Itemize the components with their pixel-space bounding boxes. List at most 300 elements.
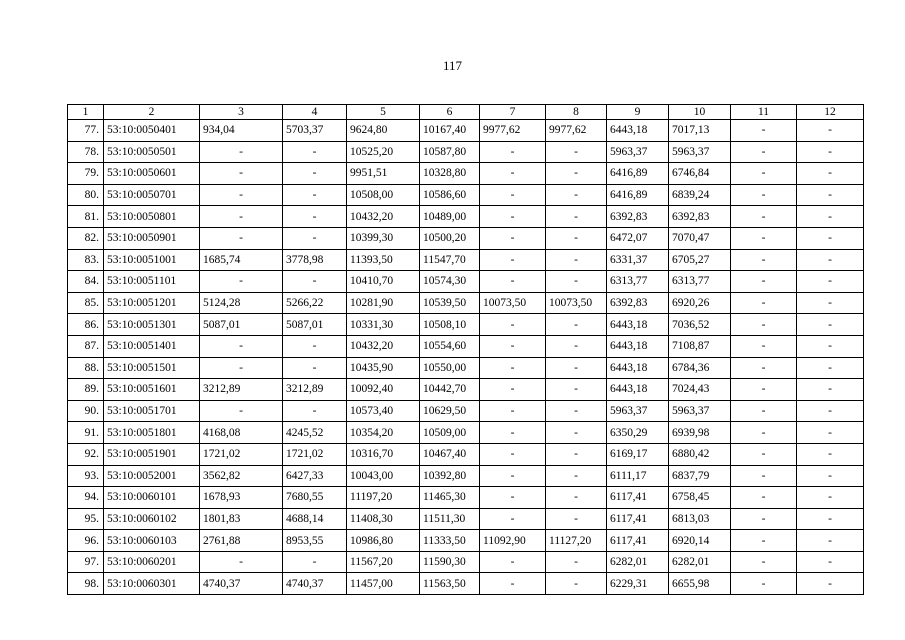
table-cell: 10399,30 <box>347 227 420 249</box>
table-cell: - <box>546 206 607 228</box>
table-cell: - <box>797 249 864 271</box>
table-cell: - <box>546 487 607 509</box>
table-cell: 6392,83 <box>607 292 669 314</box>
table-row <box>68 314 864 336</box>
table-cell: 10986,80 <box>347 530 420 552</box>
table-cell: - <box>731 314 797 336</box>
table-cell: - <box>797 487 864 509</box>
table-cell: 7017,13 <box>669 120 731 142</box>
table-cell: 9977,62 <box>480 120 546 142</box>
table-cell: 934,04 <box>200 120 283 142</box>
table-cell: 93. <box>68 465 104 487</box>
table-cell: 53:10:0060201 <box>104 551 200 573</box>
table-cell: 6282,01 <box>669 551 731 573</box>
table-cell: - <box>797 530 864 552</box>
table-row <box>68 508 864 530</box>
table-cell: 10554,60 <box>420 335 480 357</box>
table-cell: 10281,90 <box>347 292 420 314</box>
table-cell: - <box>283 227 347 249</box>
table-cell: 98. <box>68 573 104 595</box>
table-cell: - <box>546 227 607 249</box>
table-cell: 5963,37 <box>669 400 731 422</box>
table-cell: - <box>480 443 546 465</box>
table-cell: 9624,80 <box>347 120 420 142</box>
table-cell: 10574,30 <box>420 271 480 293</box>
table-cell: - <box>480 400 546 422</box>
table-cell: - <box>546 443 607 465</box>
table-cell: - <box>283 357 347 379</box>
table-cell: 11092,90 <box>480 530 546 552</box>
table-cell: 11408,30 <box>347 508 420 530</box>
table-cell: - <box>797 120 864 142</box>
table-cell: 10432,20 <box>347 335 420 357</box>
table-cell: - <box>200 335 283 357</box>
table-cell: 2761,88 <box>200 530 283 552</box>
table-cell: 97. <box>68 551 104 573</box>
table-cell: 11547,70 <box>420 249 480 271</box>
table-cell: 5963,37 <box>669 141 731 163</box>
table-cell: 53:10:0051601 <box>104 379 200 401</box>
table-cell: 6443,18 <box>607 379 669 401</box>
table-cell: 1678,93 <box>200 487 283 509</box>
table-cell: - <box>731 443 797 465</box>
table-row <box>68 206 864 228</box>
table-cell: 1685,74 <box>200 249 283 271</box>
table-cell: 4740,37 <box>200 573 283 595</box>
table-cell: 53:10:0060102 <box>104 508 200 530</box>
table-cell: 6655,98 <box>669 573 731 595</box>
table-cell: 8953,55 <box>283 530 347 552</box>
table-cell: 6313,77 <box>607 271 669 293</box>
table-cell: 10550,00 <box>420 357 480 379</box>
table-cell: - <box>731 206 797 228</box>
column-header: 10 <box>669 105 731 120</box>
table-cell: 10043,00 <box>347 465 420 487</box>
table-cell: 10573,40 <box>347 400 420 422</box>
table-cell: 11590,30 <box>420 551 480 573</box>
table-cell: - <box>731 141 797 163</box>
column-header: 4 <box>283 105 347 120</box>
data-table <box>67 104 864 595</box>
table-cell: 6313,77 <box>669 271 731 293</box>
table-cell: 5087,01 <box>283 314 347 336</box>
table-cell: 11197,20 <box>347 487 420 509</box>
table-cell: - <box>480 335 546 357</box>
table-cell: 6117,41 <box>607 530 669 552</box>
table-cell: 53:10:0050401 <box>104 120 200 142</box>
table-cell: 10316,70 <box>347 443 420 465</box>
table-cell: - <box>480 379 546 401</box>
column-header: 8 <box>546 105 607 120</box>
table-cell: 5963,37 <box>607 400 669 422</box>
table-cell: - <box>546 508 607 530</box>
table-cell: - <box>200 227 283 249</box>
table-cell: 6427,33 <box>283 465 347 487</box>
table-row <box>68 551 864 573</box>
table-cell: 6880,42 <box>669 443 731 465</box>
table-row <box>68 163 864 185</box>
table-cell: - <box>546 357 607 379</box>
table-cell: 11567,20 <box>347 551 420 573</box>
table-cell: 96. <box>68 530 104 552</box>
table-cell: - <box>480 141 546 163</box>
table-cell: 1721,02 <box>283 443 347 465</box>
table-cell: 5963,37 <box>607 141 669 163</box>
column-header: 7 <box>480 105 546 120</box>
table-row <box>68 141 864 163</box>
table-cell: - <box>797 314 864 336</box>
table-cell: 11511,30 <box>420 508 480 530</box>
table-cell: - <box>546 422 607 444</box>
table-cell: - <box>731 551 797 573</box>
table-cell: 6920,14 <box>669 530 731 552</box>
table-row <box>68 271 864 293</box>
table-cell: 10587,80 <box>420 141 480 163</box>
column-header: 6 <box>420 105 480 120</box>
table-cell: - <box>546 314 607 336</box>
table-cell: 80. <box>68 184 104 206</box>
table-cell: 6746,84 <box>669 163 731 185</box>
table-cell: - <box>480 551 546 573</box>
table-cell: 79. <box>68 163 104 185</box>
table-cell: - <box>480 573 546 595</box>
table-cell: 10073,50 <box>546 292 607 314</box>
table-cell: - <box>283 141 347 163</box>
table-cell: 10525,20 <box>347 141 420 163</box>
table-cell: - <box>797 508 864 530</box>
table-cell: - <box>546 249 607 271</box>
table-cell: 53:10:0051001 <box>104 249 200 271</box>
table-cell: 6331,37 <box>607 249 669 271</box>
table-cell: 10508,10 <box>420 314 480 336</box>
table-cell: 6705,27 <box>669 249 731 271</box>
table-cell: 53:10:0060103 <box>104 530 200 552</box>
table-cell: - <box>546 335 607 357</box>
table-cell: - <box>480 163 546 185</box>
table-row <box>68 400 864 422</box>
table-cell: 53:10:0052001 <box>104 465 200 487</box>
table-cell: 53:10:0050901 <box>104 227 200 249</box>
column-header: 5 <box>347 105 420 120</box>
column-header: 9 <box>607 105 669 120</box>
table-cell: - <box>731 487 797 509</box>
table-cell: - <box>797 400 864 422</box>
table-cell: - <box>797 163 864 185</box>
table-row <box>68 227 864 249</box>
table-cell: 6392,83 <box>669 206 731 228</box>
table-cell: - <box>797 443 864 465</box>
table-cell: 10467,40 <box>420 443 480 465</box>
table-cell: - <box>546 551 607 573</box>
table-row <box>68 357 864 379</box>
table-cell: 53:10:0050601 <box>104 163 200 185</box>
table-cell: 53:10:0051201 <box>104 292 200 314</box>
column-header: 11 <box>731 105 797 120</box>
table-cell: - <box>480 184 546 206</box>
table-cell: - <box>731 422 797 444</box>
table-cell: 6350,29 <box>607 422 669 444</box>
table-cell: 53:10:0060101 <box>104 487 200 509</box>
table-cell: 6392,83 <box>607 206 669 228</box>
table-cell: - <box>731 379 797 401</box>
table-cell: 89. <box>68 379 104 401</box>
table-row <box>68 379 864 401</box>
table-cell: 53:10:0050501 <box>104 141 200 163</box>
table-cell: - <box>731 120 797 142</box>
table-cell: - <box>546 163 607 185</box>
table-cell: 6839,24 <box>669 184 731 206</box>
table-cell: - <box>480 314 546 336</box>
table-cell: - <box>731 163 797 185</box>
table-cell: - <box>731 184 797 206</box>
table-cell: 53:10:0051801 <box>104 422 200 444</box>
table-cell: 95. <box>68 508 104 530</box>
table-cell: 7108,87 <box>669 335 731 357</box>
table-row <box>68 249 864 271</box>
table-cell: 6939,98 <box>669 422 731 444</box>
table-cell: 6472,07 <box>607 227 669 249</box>
table-cell: 10442,70 <box>420 379 480 401</box>
table-cell: 10509,00 <box>420 422 480 444</box>
table-cell: - <box>797 271 864 293</box>
table-cell: 53:10:0050801 <box>104 206 200 228</box>
table-cell: - <box>797 206 864 228</box>
table-cell: 82. <box>68 227 104 249</box>
table-cell: 3212,89 <box>283 379 347 401</box>
table-cell: - <box>200 141 283 163</box>
table-cell: 92. <box>68 443 104 465</box>
table-cell: - <box>546 184 607 206</box>
table-cell: - <box>200 551 283 573</box>
table-cell: - <box>797 422 864 444</box>
table-cell: 5266,22 <box>283 292 347 314</box>
table-cell: 11457,00 <box>347 573 420 595</box>
table-cell: 10435,90 <box>347 357 420 379</box>
table-cell: - <box>200 206 283 228</box>
table-cell: - <box>480 357 546 379</box>
table-cell: - <box>546 379 607 401</box>
table-cell: 9951,51 <box>347 163 420 185</box>
table-cell: 3212,89 <box>200 379 283 401</box>
table-cell: 5087,01 <box>200 314 283 336</box>
table-cell: 10629,50 <box>420 400 480 422</box>
table-cell: - <box>797 292 864 314</box>
table-cell: - <box>200 357 283 379</box>
table-cell: - <box>200 400 283 422</box>
table-cell: - <box>797 335 864 357</box>
table-cell: 10328,80 <box>420 163 480 185</box>
table-cell: 87. <box>68 335 104 357</box>
table-cell: - <box>731 465 797 487</box>
table-cell: 10167,40 <box>420 120 480 142</box>
table-body <box>68 120 864 595</box>
column-header: 1 <box>68 105 104 120</box>
table-cell: 6813,03 <box>669 508 731 530</box>
table-row <box>68 487 864 509</box>
table-cell: - <box>200 163 283 185</box>
table-cell: 86. <box>68 314 104 336</box>
page-number: 117 <box>442 58 463 73</box>
table-cell: 6282,01 <box>607 551 669 573</box>
table-row <box>68 335 864 357</box>
table-cell: 78. <box>68 141 104 163</box>
table-cell: 53:10:0051401 <box>104 335 200 357</box>
table-cell: 10489,00 <box>420 206 480 228</box>
table-cell: 5124,28 <box>200 292 283 314</box>
table-cell: - <box>731 292 797 314</box>
table-cell: 6443,18 <box>607 335 669 357</box>
table-cell: 10432,20 <box>347 206 420 228</box>
table-cell: - <box>797 551 864 573</box>
table-cell: - <box>480 508 546 530</box>
table-cell: - <box>731 249 797 271</box>
table-cell: 11563,50 <box>420 573 480 595</box>
table-cell: 1801,83 <box>200 508 283 530</box>
table-cell: 4168,08 <box>200 422 283 444</box>
table-cell: 11465,30 <box>420 487 480 509</box>
table-cell: 7680,55 <box>283 487 347 509</box>
table-cell: - <box>283 163 347 185</box>
table-cell: - <box>283 184 347 206</box>
table-cell: - <box>797 357 864 379</box>
table-cell: 4740,37 <box>283 573 347 595</box>
table-cell: 4688,14 <box>283 508 347 530</box>
table-cell: 91. <box>68 422 104 444</box>
table-cell: - <box>480 227 546 249</box>
table-row <box>68 530 864 552</box>
table-cell: - <box>797 465 864 487</box>
table-cell: 77. <box>68 120 104 142</box>
table-cell: 11393,50 <box>347 249 420 271</box>
table-cell: - <box>546 271 607 293</box>
table-cell: 6784,36 <box>669 357 731 379</box>
table-cell: 84. <box>68 271 104 293</box>
table-cell: - <box>546 573 607 595</box>
table-cell: - <box>731 357 797 379</box>
table-cell: 7070,47 <box>669 227 731 249</box>
table-cell: 53:10:0051701 <box>104 400 200 422</box>
column-header: 3 <box>200 105 283 120</box>
table-cell: 7036,52 <box>669 314 731 336</box>
table-cell: 53:10:0051301 <box>104 314 200 336</box>
table-cell: 6443,18 <box>607 314 669 336</box>
table-cell: - <box>283 206 347 228</box>
table-cell: 10508,00 <box>347 184 420 206</box>
table-cell: 6416,89 <box>607 163 669 185</box>
table-cell: 10500,20 <box>420 227 480 249</box>
table-cell: 94. <box>68 487 104 509</box>
table-row <box>68 120 864 142</box>
table-cell: 10073,50 <box>480 292 546 314</box>
table-cell: - <box>200 271 283 293</box>
table-cell: - <box>480 206 546 228</box>
table-cell: 53:10:0051901 <box>104 443 200 465</box>
table-cell: 6111,17 <box>607 465 669 487</box>
table-cell: 53:10:0050701 <box>104 184 200 206</box>
table-cell: - <box>480 422 546 444</box>
table-row <box>68 292 864 314</box>
table-cell: 6117,41 <box>607 508 669 530</box>
table-cell: - <box>731 400 797 422</box>
table-cell: - <box>731 530 797 552</box>
table-cell: - <box>731 508 797 530</box>
table-cell: - <box>283 271 347 293</box>
table-cell: - <box>546 465 607 487</box>
table-cell: 85. <box>68 292 104 314</box>
table-cell: - <box>731 335 797 357</box>
table-cell: 10354,20 <box>347 422 420 444</box>
table-cell: 10410,70 <box>347 271 420 293</box>
table-cell: 6837,79 <box>669 465 731 487</box>
table-cell: 10539,50 <box>420 292 480 314</box>
header-row <box>68 105 864 120</box>
table-cell: 4245,52 <box>283 422 347 444</box>
table-cell: 6443,18 <box>607 120 669 142</box>
table-cell: - <box>731 573 797 595</box>
table-cell: 6117,41 <box>607 487 669 509</box>
table-cell: 6920,26 <box>669 292 731 314</box>
table-cell: 88. <box>68 357 104 379</box>
table-cell: 1721,02 <box>200 443 283 465</box>
table-cell: 5703,37 <box>283 120 347 142</box>
table-cell: - <box>731 271 797 293</box>
table-cell: 53:10:0060301 <box>104 573 200 595</box>
table-cell: 10586,60 <box>420 184 480 206</box>
table-cell: 11127,20 <box>546 530 607 552</box>
table-row <box>68 465 864 487</box>
column-header: 2 <box>104 105 200 120</box>
table-cell: 6169,17 <box>607 443 669 465</box>
table-cell: 11333,50 <box>420 530 480 552</box>
table-cell: - <box>283 400 347 422</box>
table-cell: - <box>797 184 864 206</box>
table-cell: - <box>283 551 347 573</box>
table-cell: 53:10:0051101 <box>104 271 200 293</box>
table-cell: 6443,18 <box>607 357 669 379</box>
table-cell: 90. <box>68 400 104 422</box>
table-cell: - <box>200 184 283 206</box>
table-cell: 53:10:0051501 <box>104 357 200 379</box>
table-cell: - <box>283 335 347 357</box>
table-row <box>68 184 864 206</box>
table-cell: - <box>480 249 546 271</box>
table-cell: - <box>797 141 864 163</box>
table-row <box>68 573 864 595</box>
table-cell: - <box>797 227 864 249</box>
table-cell: 10392,80 <box>420 465 480 487</box>
table-cell: - <box>480 465 546 487</box>
table-cell: - <box>546 141 607 163</box>
table-cell: 10331,30 <box>347 314 420 336</box>
table-cell: 3562,82 <box>200 465 283 487</box>
table-cell: 6416,89 <box>607 184 669 206</box>
column-header: 12 <box>797 105 864 120</box>
table-cell: 6229,31 <box>607 573 669 595</box>
table-cell: 81. <box>68 206 104 228</box>
table-cell: - <box>480 271 546 293</box>
table-cell: - <box>480 487 546 509</box>
table-cell: - <box>731 227 797 249</box>
table-cell: - <box>797 573 864 595</box>
table-cell: - <box>797 379 864 401</box>
table-cell: 83. <box>68 249 104 271</box>
table-cell: 9977,62 <box>546 120 607 142</box>
table-row <box>68 443 864 465</box>
table-cell: 7024,43 <box>669 379 731 401</box>
table-cell: - <box>546 400 607 422</box>
table-row <box>68 422 864 444</box>
table-cell: 3778,98 <box>283 249 347 271</box>
